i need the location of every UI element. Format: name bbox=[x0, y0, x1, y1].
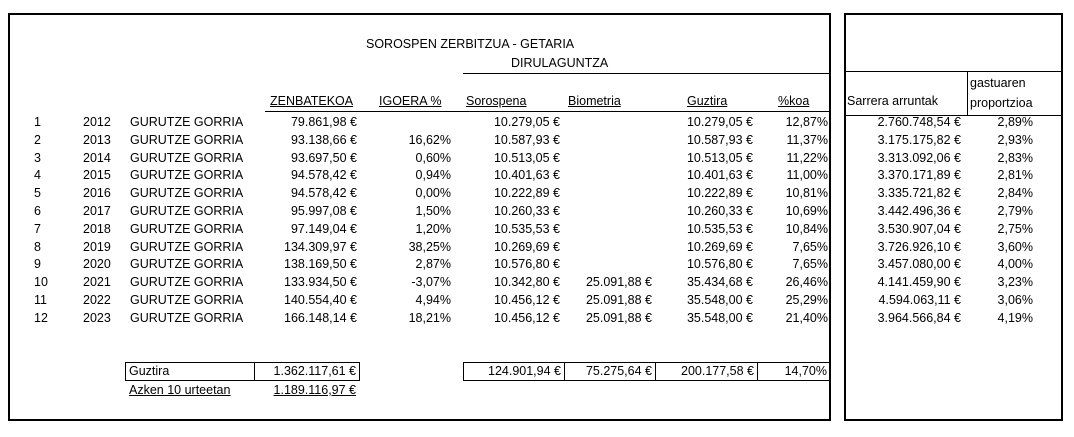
row-guztira: 35.548,00 € bbox=[686, 310, 753, 325]
row-number: 2 bbox=[34, 132, 41, 147]
totals-zenbatekoa: 1.362.117,61 € bbox=[254, 362, 360, 381]
row-igoera: 0,00% bbox=[415, 186, 451, 201]
row-zenbatekoa: 138.169,50 € bbox=[284, 257, 357, 272]
row-number: 9 bbox=[34, 257, 41, 272]
row-entity: GURUTZE GORRIA bbox=[130, 293, 244, 307]
totals-koa: 14,70% bbox=[757, 362, 831, 381]
row-proportzioa: 3,06% bbox=[997, 293, 1033, 307]
row-zenbatekoa: 140.554,40 € bbox=[284, 293, 357, 307]
row-guztira: 10.269,69 € bbox=[686, 239, 753, 254]
row-zenbatekoa: 133.934,50 € bbox=[284, 275, 357, 290]
header-sarrera: Sarrera arruntak bbox=[847, 94, 939, 108]
row-sarrera: 3.335.721,82 € bbox=[877, 186, 961, 201]
row-igoera: 38,25% bbox=[408, 239, 451, 254]
row-year: 2021 bbox=[83, 275, 111, 290]
row-year: 2023 bbox=[83, 310, 111, 325]
row-proportzioa: 2,83% bbox=[997, 150, 1033, 165]
row-guztira: 35.548,00 € bbox=[686, 293, 753, 307]
row-koa: 11,22% bbox=[786, 150, 828, 165]
row-guztira: 10.260,33 € bbox=[686, 204, 753, 218]
row-koa: 7,65% bbox=[792, 257, 828, 272]
row-number: 12 bbox=[34, 310, 48, 325]
row-entity: GURUTZE GORRIA bbox=[130, 150, 244, 165]
row-biometria: 25.091,88 € bbox=[585, 293, 652, 307]
row-entity: GURUTZE GORRIA bbox=[130, 221, 244, 236]
row-sorospena: 10.513,05 € bbox=[493, 150, 560, 165]
row-zenbatekoa: 97.149,04 € bbox=[290, 221, 357, 236]
row-sarrera: 3.442.496,36 € bbox=[877, 204, 961, 218]
last10-zenbatekoa: 1.189.116,97 € bbox=[273, 383, 356, 397]
row-sarrera: 4.594.063,11 € bbox=[878, 293, 961, 307]
row-koa: 10,69% bbox=[785, 204, 828, 218]
row-number: 7 bbox=[34, 221, 41, 236]
row-sorospena: 10.456,12 € bbox=[493, 310, 560, 325]
header-proportzioa: proportzioa bbox=[970, 96, 1033, 110]
totals-biometria: 75.275,64 € bbox=[564, 362, 656, 381]
row-entity: GURUTZE GORRIA bbox=[130, 132, 244, 147]
row-koa: 12,87% bbox=[785, 115, 828, 129]
row-sarrera: 2.760.748,54 € bbox=[877, 115, 961, 129]
row-sarrera: 3.370.171,89 € bbox=[877, 168, 961, 183]
row-entity: GURUTZE GORRIA bbox=[130, 310, 244, 325]
row-koa: 10,81% bbox=[785, 186, 828, 201]
row-proportzioa: 4,00% bbox=[997, 257, 1033, 272]
row-zenbatekoa: 94.578,42 € bbox=[290, 186, 357, 201]
header-biometria: Biometria bbox=[568, 94, 621, 108]
header-igoera: IGOERA % bbox=[379, 94, 442, 108]
totals-guztira: 200.177,58 € bbox=[655, 362, 758, 381]
row-guztira: 10.279,05 € bbox=[686, 115, 753, 129]
row-igoera: 16,62% bbox=[408, 132, 451, 147]
row-entity: GURUTZE GORRIA bbox=[130, 275, 244, 290]
row-year: 2016 bbox=[83, 186, 111, 201]
row-koa: 11,00% bbox=[786, 168, 828, 183]
row-sarrera: 3.313.092,06 € bbox=[877, 150, 961, 165]
row-number: 10 bbox=[34, 275, 48, 290]
row-zenbatekoa: 93.138,66 € bbox=[290, 132, 357, 147]
last10-label: Azken 10 urteetan bbox=[129, 383, 231, 397]
row-proportzioa: 2,89% bbox=[997, 115, 1033, 129]
row-year: 2017 bbox=[83, 204, 111, 218]
row-number: 6 bbox=[34, 204, 41, 218]
row-zenbatekoa: 94.578,42 € bbox=[290, 168, 357, 183]
row-zenbatekoa: 79.861,98 € bbox=[290, 115, 357, 129]
row-proportzioa: 2,75% bbox=[997, 221, 1033, 236]
row-year: 2019 bbox=[83, 239, 111, 254]
row-entity: GURUTZE GORRIA bbox=[130, 115, 244, 129]
row-koa: 21,40% bbox=[785, 310, 828, 325]
row-sarrera: 3.530.907,04 € bbox=[877, 221, 961, 236]
row-koa: 10,84% bbox=[785, 221, 828, 236]
row-sarrera: 4.141.459,90 € bbox=[877, 275, 961, 290]
row-igoera: -3,07% bbox=[411, 275, 451, 290]
header-guztira: Guztira bbox=[687, 94, 728, 108]
row-proportzioa: 2,93% bbox=[997, 132, 1033, 147]
row-number: 11 bbox=[34, 293, 47, 307]
row-zenbatekoa: 134.309,97 € bbox=[284, 239, 357, 254]
row-koa: 7,65% bbox=[792, 239, 828, 254]
header-zenbatekoa: ZENBATEKOA bbox=[270, 94, 354, 108]
row-entity: GURUTZE GORRIA bbox=[130, 239, 244, 254]
row-sorospena: 10.342,80 € bbox=[493, 275, 560, 290]
side-header-divider bbox=[967, 71, 968, 115]
row-year: 2022 bbox=[83, 293, 111, 307]
row-sarrera: 3.726.926,10 € bbox=[877, 239, 961, 254]
row-sorospena: 10.576,80 € bbox=[493, 257, 560, 272]
row-proportzioa: 2,84% bbox=[997, 186, 1033, 201]
subsidy-header-line bbox=[463, 73, 831, 74]
header-gastuaren: gastuaren bbox=[970, 76, 1026, 90]
row-koa: 26,46% bbox=[785, 275, 828, 290]
row-year: 2012 bbox=[83, 115, 111, 129]
row-sorospena: 10.260,33 € bbox=[493, 204, 560, 218]
header-sorospena: Sorospena bbox=[466, 94, 527, 108]
row-sorospena: 10.456,12 € bbox=[493, 293, 560, 307]
row-sarrera: 3.457.080,00 € bbox=[877, 257, 961, 272]
header-underline bbox=[265, 111, 831, 112]
row-igoera: 1,50% bbox=[415, 204, 451, 218]
row-proportzioa: 2,81% bbox=[997, 168, 1033, 183]
row-entity: GURUTZE GORRIA bbox=[130, 168, 244, 183]
row-entity: GURUTZE GORRIA bbox=[130, 204, 244, 218]
row-number: 8 bbox=[34, 239, 41, 254]
row-sorospena: 10.222,89 € bbox=[493, 186, 560, 201]
totals-label: Guztira bbox=[125, 362, 255, 381]
row-zenbatekoa: 166.148,14 € bbox=[284, 310, 357, 325]
row-igoera: 18,21% bbox=[408, 310, 451, 325]
row-zenbatekoa: 95.997,08 € bbox=[290, 204, 357, 218]
row-proportzioa: 2,79% bbox=[997, 204, 1033, 218]
row-sarrera: 3.964.566,84 € bbox=[877, 310, 961, 325]
row-year: 2018 bbox=[83, 221, 111, 236]
row-year: 2020 bbox=[83, 257, 111, 272]
row-igoera: 0,94% bbox=[415, 168, 451, 183]
row-proportzioa: 3,60% bbox=[997, 239, 1033, 254]
row-koa: 25,29% bbox=[785, 293, 828, 307]
row-sorospena: 10.535,53 € bbox=[493, 221, 560, 236]
row-year: 2014 bbox=[83, 150, 111, 165]
row-proportzioa: 4,19% bbox=[997, 310, 1033, 325]
row-sorospena: 10.587,93 € bbox=[493, 132, 560, 147]
row-sarrera: 3.175.175,82 € bbox=[877, 132, 961, 147]
row-entity: GURUTZE GORRIA bbox=[130, 186, 244, 201]
row-igoera: 1,20% bbox=[415, 221, 451, 236]
row-igoera: 4,94% bbox=[415, 293, 451, 307]
row-igoera: 2,87% bbox=[415, 257, 451, 272]
row-year: 2015 bbox=[83, 168, 111, 183]
row-proportzioa: 3,23% bbox=[997, 275, 1033, 290]
page-title: SOROSPEN ZERBITZUA - GETARIA bbox=[366, 37, 575, 51]
row-number: 3 bbox=[34, 150, 41, 165]
row-entity: GURUTZE GORRIA bbox=[130, 257, 244, 272]
row-guztira: 10.587,93 € bbox=[686, 132, 753, 147]
row-guztira: 10.513,05 € bbox=[686, 150, 753, 165]
row-sorospena: 10.279,05 € bbox=[493, 115, 560, 129]
row-zenbatekoa: 93.697,50 € bbox=[290, 150, 357, 165]
row-number: 4 bbox=[34, 168, 41, 183]
row-number: 1 bbox=[34, 115, 41, 129]
side-header-line bbox=[844, 71, 1063, 72]
row-biometria: 25.091,88 € bbox=[585, 310, 652, 325]
row-igoera: 0,60% bbox=[415, 150, 451, 165]
header-koa: %koa bbox=[778, 94, 810, 108]
row-sorospena: 10.269,69 € bbox=[493, 239, 560, 254]
subsidy-subtitle: DIRULAGUNTZA bbox=[511, 56, 609, 70]
row-guztira: 10.222,89 € bbox=[686, 186, 753, 201]
row-sorospena: 10.401,63 € bbox=[493, 168, 560, 183]
totals-sorospena: 124.901,94 € bbox=[463, 362, 565, 381]
row-guztira: 35.434,68 € bbox=[686, 275, 753, 290]
row-guztira: 10.576,80 € bbox=[686, 257, 753, 272]
row-number: 5 bbox=[34, 186, 41, 201]
row-guztira: 10.535,53 € bbox=[686, 221, 753, 236]
row-biometria: 25.091,88 € bbox=[585, 275, 652, 290]
row-year: 2013 bbox=[83, 132, 111, 147]
row-guztira: 10.401,63 € bbox=[686, 168, 753, 183]
row-koa: 11,37% bbox=[786, 132, 828, 147]
